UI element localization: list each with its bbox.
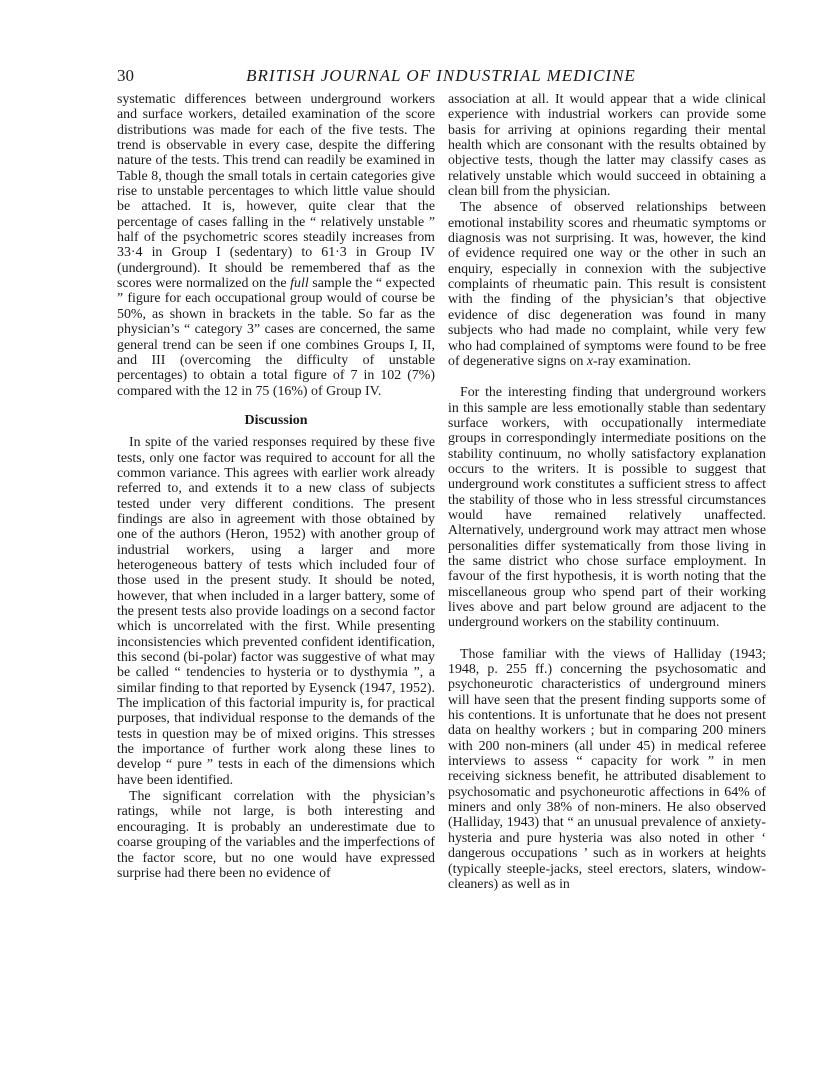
left-column [117,92,435,882]
paragraph [117,92,435,399]
text: -ray examination. [593,353,692,369]
paragraph: For the interesting finding that underground workers in this sample are less emotionally stable than sedentary surface workers, with occupationally intermediate groups in correspondingly intermediate positions on the stability continuum, no wholly satisfactory explanation occurs to the writers. It is possible to suggest that underground work constitutes a sufficient stress to affect the stability of those who in less stressful circumstances would have remained relatively unaffected. Alternatively, underground work may attract men whose personalities differ systematically from those living in the same district who chose surface employment. In favour of the first hypothesis, it is worth noting that the miscellaneous group who spend part of their working lives above and part below ground are adjacent to the underground workers on the stability continuum. [448,385,766,631]
paragraph: The significant correlation with the physician’s ratings, while not large, is both interesting and encouraging. It is probably an underestimate due to coarse grouping of the variables and the imperfections of the factor score, but no one would have expressed surprise had there been no evidence of [117,789,435,881]
emphasis: x [586,353,594,369]
paragraph: Those familiar with the views of Halliday (1943; 1948, p. 255 ff.) concerning the psychosomatic and psychoneurotic characteristics of underground miners will have seen that the present finding supports some of his contentions. It is unfortunate that he does not present data on healthy workers ; but in comparing 200 miners with 200 non-miners (all under 45) in medical referee interviews to assess “ capacity for work ” in men receiving sickness benefit, he attributed disablement to psychosomatic and psychoneurotic affections in 64% of miners and only 38% of non-miners. He also observed (Halliday, 1943) that “ an unusual prevalence of anxiety-hysteria and pure hysteria was also noted in other ‘ dangerous occupations ’ such as in workers at heights (typically steeple-jacks, steel erectors, slaters, window-cleaners) as well as in [448,646,766,892]
emphasis: full [290,276,309,292]
text: sample the “ expected ” figure for each occupational group would of course be 50%, as shown in brackets in the table. So far as the physician’s “ category 3” cases are concerned, the same general trend can be seen if one combines Groups I, II, and III (overcoming the difficulty of unstable percentages) to obtain a total figure of 7 in 102 (7%) compared with the 12 in 75 (16%) of Group IV. [117,276,436,399]
text: systematic differences between underground workers and surface workers, detailed examination of the score distributions was made for each of the five tests. The trend is observable in every case, despite the differing nature of the tests. This trend can readily be examined in Table 8, though the small totals in certain categories give rise to unstable percentages to which little value should be attached. It is, however, quite clear that the percentage of cases falling in the “ relatively unstable ” half of the psychometric scores steadily increases from 33·4 in Group I (sedentary) to 61·3 in Group IV (underground). It should be remembered thaf as the scores were normalized on the [117,92,435,292]
paragraph: In spite of the varied responses required by these five tests, only one factor was required to account for all the common variance. This agrees with earlier work already referred to, and extends it to a new class of subjects tested under very different conditions. The present findings are also in agreement with those obtained by one of the authors (Heron, 1952) with another group of industrial workers, using a larger and more heterogeneous battery of tests which included four of those used in the present study. It should be noted, however, that when included in a larger battery, some of the present tests also provide loadings on a second factor which is uncorrelated with the first. While presenting inconsistencies which prevented confident identification, this second (bi-polar) factor was suggestive of what may be called “ tendencies to hysteria or to dysthymia ”, a similar finding to that reported by Eysenck (1947, 1952). The implication of this factorial impurity is, for practical purposes, that individual response to the demands of the tests in question may be of mixed origins. This stresses the importance of further work along these lines to develop “ pure ” tests in each of the dimensions which have been identified. [117,435,435,788]
page-number: 30 [117,66,134,85]
right-column [448,92,766,893]
paragraph: association at all. It would appear that a wide clinical experience with industrial workers can provide some basis for arriving at opinions regarding their mental health which are consonant with the results obtained by objective tests, though the latter may classify cases as relatively unstable which would succeed in obtaining a clean bill from the physician. [448,92,766,200]
running-header: BRITISH JOURNAL OF INDUSTRIAL MEDICINE [246,66,636,85]
text: The absence of observed relationships between emotional instability scores and rheumatic symptoms or diagnosis was not surprising. It was, however, the kind of evidence required one way or the other in such an enquiry, especially in connexion with the subjective complaints of rheumatic pain. This result is consistent with the finding of the physician’s that objective evidence of disc degeneration was found in many subjects who had made no complaint, while very few who had complained of symptoms were found to be free of degenerative signs on [448,200,766,369]
paragraph [448,200,766,369]
section-heading: Discussion [244,412,308,428]
